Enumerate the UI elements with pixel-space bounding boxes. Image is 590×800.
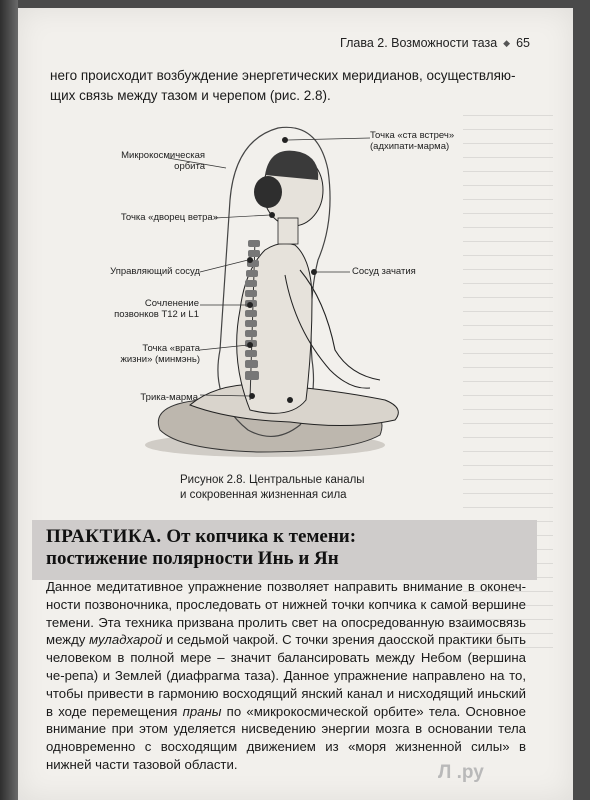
body-part-3: по «микрокосмической орбите» тела. Основное внимание при этом уделяется нисведению энергии мозга в основании тела одновременно с восходящим движением из «моря жизненной силы» в нижней части тазовой области. <box>46 703 526 772</box>
label-trika-marma: Трика-марма <box>140 392 198 403</box>
label-crown-point: Точка «ста встреч» (адхипати-марма) <box>370 130 455 152</box>
practice-body <box>46 578 526 774</box>
practice-heading-box <box>32 520 537 580</box>
practice-title-line-2: постижение полярности Инь и Ян <box>46 548 339 569</box>
page-number: 65 <box>516 36 530 50</box>
label-governing-vessel: Управляющий сосуд <box>110 266 200 277</box>
practice-label: ПРАКТИКА. <box>46 526 162 547</box>
label-conception-vessel: Сосуд зачатия <box>352 266 416 277</box>
body-part-1: Данное медитативное упражнение позволяет направить внимание в оконеч-ности позвоночника, проследовать от нижней точки копчика к самой вершине темени. Эта техника призвана пролить свет на опосредованную взаимосвязь между <box>46 579 526 648</box>
body-em-1: муладхарой <box>89 632 163 648</box>
diamond-icon: ◆ <box>503 37 511 48</box>
caption-line-1: Рисунок 2.8. Центральные каналы <box>180 474 365 486</box>
watermark-logo: Л .ру <box>438 762 484 783</box>
figure-caption <box>180 473 420 503</box>
book-spine-shadow <box>0 0 18 800</box>
label-mingmen: Точка «врата жизни» (минмэнь) <box>120 343 200 365</box>
label-wind-palace: Точка «дворец ветра» <box>120 212 218 223</box>
body-em-2: праны <box>182 703 222 719</box>
running-header <box>340 36 540 50</box>
label-orbit: Микрокосмическая орбита <box>121 150 205 172</box>
label-t12-l1: Сочленение позвонков Т12 и L1 <box>114 298 199 320</box>
chapter-title: Глава 2. Возможности таза <box>340 36 498 50</box>
intro-line-2: щих связь между тазом и черепом (рис. 2.8). <box>50 88 331 103</box>
body-part-2: и седьмой чакрой. С точки зрения даосской практики быть человеком в полной мере – значит балансировать между Небом (вершина че-репа) и Землей (диафрагма таза). Данное упражнение направлено на то, чтобы привести в гармонию восходящий янский канал и нисходящий иньский в ходе перемещения <box>46 632 526 719</box>
practice-title-line-1 <box>46 526 527 548</box>
intro-line-1: него происходит возбуждение энергетических меридианов, осуществляю- <box>50 68 516 83</box>
caption-line-2: и сокровенная жизненная сила <box>180 489 347 501</box>
practice-subtitle: От копчика к темени: <box>166 526 357 547</box>
